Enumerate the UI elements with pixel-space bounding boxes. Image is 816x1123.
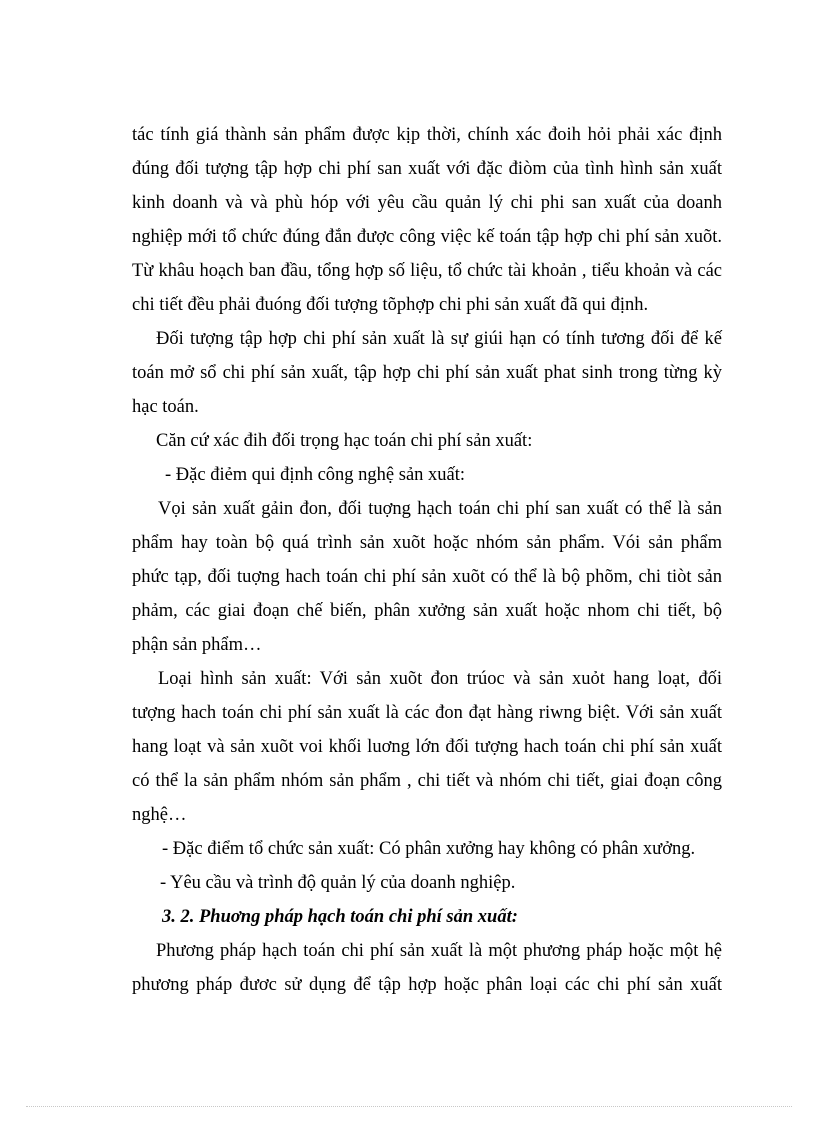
document-body: [132, 118, 722, 1002]
bullet-line: - Đặc điẻm qui định công nghệ sản xuất:: [165, 465, 466, 485]
text-line: tác tính giá thành sản phẩm được kịp thời, chính xác đoih hỏi phải xác định: [132, 125, 722, 145]
text-line: phương pháp đươc sử dụng để tập hợp hoặc phân loại các chi phí sản xuất: [132, 975, 722, 995]
text-line: chi tiết đều phải đuóng đối tượng tõphợp chi phi sản xuất đã qui định.: [132, 295, 649, 315]
text-line: Từ khâu hoạch ban đầu, tổng hợp số liệu, tổ chức tài khoản , tiểu khoản và các: [132, 261, 722, 281]
paragraph-first-line: Phương pháp hạch toán chi phí sản xuất là một phương pháp hoặc một hệ: [156, 941, 722, 961]
text-line: toán mở sổ chi phí sản xuất, tập hợp chi phí sản xuất phat sinh trong từng kỳ: [132, 363, 722, 383]
bullet-line: - Yêu cầu và trình độ quản lý của doanh nghiệp.: [160, 873, 516, 893]
text-line: phẩm hay toàn bộ quá trình sản xuõt hoặc nhóm sản phẩm. Vói sản phẩm: [132, 533, 722, 553]
text-line: hạc toán.: [132, 397, 199, 417]
text-line: phức tạp, đối tuợng hach toán chi phí sản xuõt có thể là bộ phõm, chi tiòt sản: [132, 567, 722, 587]
paragraph-first-line: Đối tượng tập hợp chi phí sản xuất là sự giúi hạn có tính tương đối để kế: [156, 329, 722, 349]
text-line: phảm, các giai đoạn chế biến, phân xưởng sản xuất hoặc nhom chi tiết, bộ: [132, 601, 722, 621]
text-line: đúng đối tượng tập hợp chi phí san xuất với đặc điòm của tình hình sản xuất: [132, 159, 722, 179]
paragraph-first-line: Căn cứ xác đih đối trọng hạc toán chi phí sản xuất:: [156, 431, 533, 451]
text-line: tượng hach toán chi phí sản xuất là các đon đạt hàng riwng biệt. Với sản xuất: [132, 703, 722, 723]
bullet-line: - Đặc điểm tổ chức sản xuất: Có phân xưởng hay không có phân xưởng.: [162, 839, 696, 859]
text-line: hang loạt và sản xuõt voi khối luơng lớn đối tượng hach toán chi phí sản xuất: [132, 737, 722, 757]
section-heading: 3. 2. Phuơng pháp hạch toán chi phí sản xuất:: [162, 907, 518, 927]
page-bottom-divider: [26, 1106, 792, 1107]
paragraph-first-line: Loại hình sản xuất: Với sản xuõt đon trúoc và sản xuỏt hang loạt, đối: [158, 669, 722, 689]
text-line: kinh doanh và và phù hóp với yêu cầu quản lý chi phi san xuất của doanh: [132, 193, 722, 213]
paragraph-first-line: Vọi sản xuất gảin đon, đối tuợng hạch toán chi phí san xuất có thể là sản: [158, 499, 722, 519]
text-line: có thể la sản phẩm nhóm sản phẩm , chi tiết và nhóm chi tiết, giai đoạn công: [132, 771, 722, 791]
text-line: nghệ…: [132, 805, 187, 825]
text-line: phận sản phẩm…: [132, 635, 262, 655]
text-line: nghiệp mới tổ chức đúng đắn được công việc kế toán tập hợp chi phí sản xuõt.: [132, 227, 722, 247]
